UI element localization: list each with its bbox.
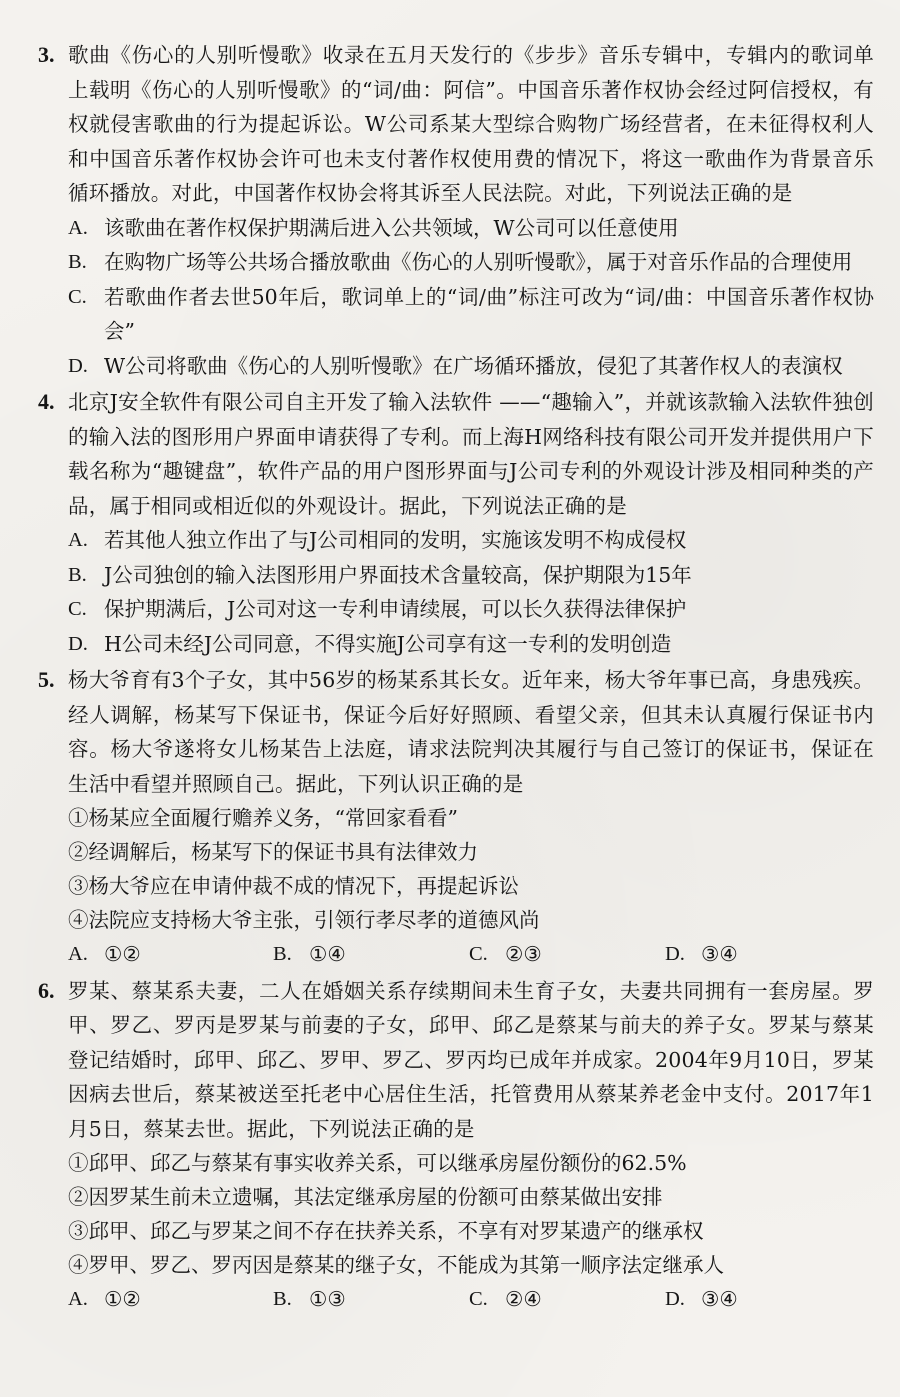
choice-label: A. (68, 1288, 88, 1310)
choice-label: C. (469, 943, 488, 965)
question-number: 3. (38, 42, 55, 67)
choice-d (665, 1282, 738, 1317)
choice-a (68, 937, 273, 972)
option-text: 在购物广场等公共场合播放歌曲《伤心的人别听慢歌》，属于对音乐作品的合理使用 (104, 250, 853, 274)
statement-1: ①杨某应全面履行赡养义务，“常回家看看” (68, 806, 458, 830)
option-text: 该歌曲在著作权保护期满后进入公共领域，W公司可以任意使用 (104, 215, 679, 240)
statement-3: ③邱甲、邱乙与罗某之间不存在扶养关系，不享有对罗某遗产的继承权 (68, 1219, 704, 1243)
choice-text: ②③ (505, 942, 542, 966)
choice-label: A. (68, 943, 88, 965)
choice-label: C. (469, 1288, 488, 1310)
choice-text: ①④ (309, 942, 346, 966)
question-4 (38, 385, 874, 661)
choice-text: ②④ (505, 1287, 542, 1311)
choice-row (38, 1282, 874, 1317)
question-5-head (38, 663, 874, 801)
question-number: 4. (38, 389, 55, 414)
option-label: D. (68, 354, 88, 377)
choice-a (68, 1282, 273, 1317)
option-label: D. (68, 632, 88, 655)
option-text: H公司未经J公司同意，不得实施J公司享有这一专利的发明创造 (104, 631, 672, 656)
option-label: A. (68, 529, 88, 551)
option-c (38, 592, 874, 627)
question-3-head (38, 38, 874, 211)
option-b (38, 558, 874, 593)
question-3 (38, 38, 874, 383)
statement-3: ③杨大爷应在申请仲裁不成的情况下，再提起诉讼 (68, 874, 519, 898)
option-text: 保护期满后，J公司对这一专利申请续展，可以长久获得法律保护 (104, 597, 687, 621)
option-text: 若歌曲作者去世50年后，歌词单上的“词/曲”标注可改为“词/曲：中国音乐著作权协会” (104, 284, 874, 343)
choice-row (38, 937, 874, 972)
question-6 (38, 974, 874, 1317)
choice-label: D. (665, 943, 685, 965)
option-a (38, 523, 874, 558)
question-6-head (38, 974, 874, 1147)
question-number: 5. (38, 667, 55, 692)
question-stem: 杨大爷育有3个子女，其中56岁的杨某系其长女。近年来，杨大爷年事已高，身患残疾。经人调解，杨某写下保证书，保证今后好好照顾、看望父亲，但其未认真履行保证书内容。杨大爷遂将女儿杨某告上法庭，请求法院判决其履行与自己签订的保证书，保证在生活中看望并照顾自己。据此，下列认识正确的是 (68, 668, 874, 796)
choice-text: ③④ (701, 1287, 738, 1311)
question-number: 6. (38, 977, 55, 1003)
question-stem: 歌曲《伤心的人别听慢歌》收录在五月天发行的《步步》音乐专辑中，专辑内的歌词单上载明《伤心的人别听慢歌》的“词/曲：阿信”。中国音乐著作权协会经过阿信授权，有权就侵害歌曲的行为提起诉讼。W公司系某大型综合购物广场经营者，在未征得权利人和中国音乐著作权协会许可也未支付著作权使用费的情况下，将这一歌曲作为背景音乐循环播放。对此，中国著作权协会将其诉至人民法院。对此，下列说法正确的是 (68, 43, 874, 205)
choice-c (469, 1282, 665, 1317)
choice-text: ①③ (309, 1287, 346, 1311)
choice-label: D. (665, 1288, 685, 1310)
choice-c (469, 937, 665, 972)
choice-label: B. (273, 1288, 292, 1310)
option-d (38, 627, 874, 662)
choice-text: ①② (104, 942, 141, 966)
choice-d (665, 937, 738, 972)
statement-1: ①邱甲、邱乙与蔡某有事实收养关系，可以继承房屋份额份的62.5% (68, 1151, 687, 1175)
option-b (38, 245, 874, 280)
statement-4: ④罗甲、罗乙、罗丙因是蔡某的继子女，不能成为其第一顺序法定继承人 (68, 1253, 724, 1277)
statement-2: ②因罗某生前未立遗嘱，其法定继承房屋的份额可由蔡某做出安排 (68, 1185, 663, 1209)
option-label: B. (68, 563, 87, 586)
option-text: J公司独创的输入法图形用户界面技术含量较高，保护期限为15年 (104, 562, 692, 587)
option-text: W公司将歌曲《伤心的人别听慢歌》在广场循环播放，侵犯了其著作权人的表演权 (104, 353, 843, 378)
option-d (38, 349, 874, 384)
option-label: C. (68, 285, 87, 308)
statement-4: ④法院应支持杨大爷主张，引领行孝尽孝的道德风尚 (68, 908, 540, 932)
statement-2: ②经调解后，杨某写下的保证书具有法律效力 (68, 840, 478, 864)
option-label: C. (68, 598, 87, 620)
choice-text: ①② (104, 1287, 141, 1311)
choice-text: ③④ (701, 942, 738, 966)
choice-b (273, 937, 469, 972)
question-4-head (38, 385, 874, 523)
option-label: B. (68, 251, 87, 273)
option-label: A. (68, 216, 88, 239)
question-stem: 罗某、蔡某系夫妻，二人在婚姻关系存续期间未生育子女，夫妻共同拥有一套房屋。罗甲、罗乙、罗丙是罗某与前妻的子女，邱甲、邱乙是蔡某与前夫的养子女。罗某与蔡某登记结婚时，邱甲、邱乙、罗甲、罗乙、罗丙均已成年并成家。2004年9月10日，罗某因病去世后，蔡某被送至托老中心居住生活，托管费用从蔡某养老金中支付。2017年1月5日，蔡某去世。据此，下列说法正确的是 (68, 978, 874, 1141)
choice-label: B. (273, 943, 292, 965)
option-text: 若其他人独立作出了与J公司相同的发明，实施该发明不构成侵权 (104, 528, 687, 552)
option-c (38, 280, 874, 349)
option-a (38, 211, 874, 246)
question-stem: 北京J安全软件有限公司自主开发了输入法软件 ——“趣输入”，并就该款输入法软件独创的输入法的图形用户界面申请获得了专利。而上海H网络科技有限公司开发并提供用户下载名称为“趣键盘”，软件产品的用户图形界面与J公司专利的外观设计涉及相同种类的产品，属于相同或相近似的外观设计。据此，下列说法正确的是 (68, 390, 874, 518)
question-5 (38, 663, 874, 972)
choice-b (273, 1282, 469, 1317)
